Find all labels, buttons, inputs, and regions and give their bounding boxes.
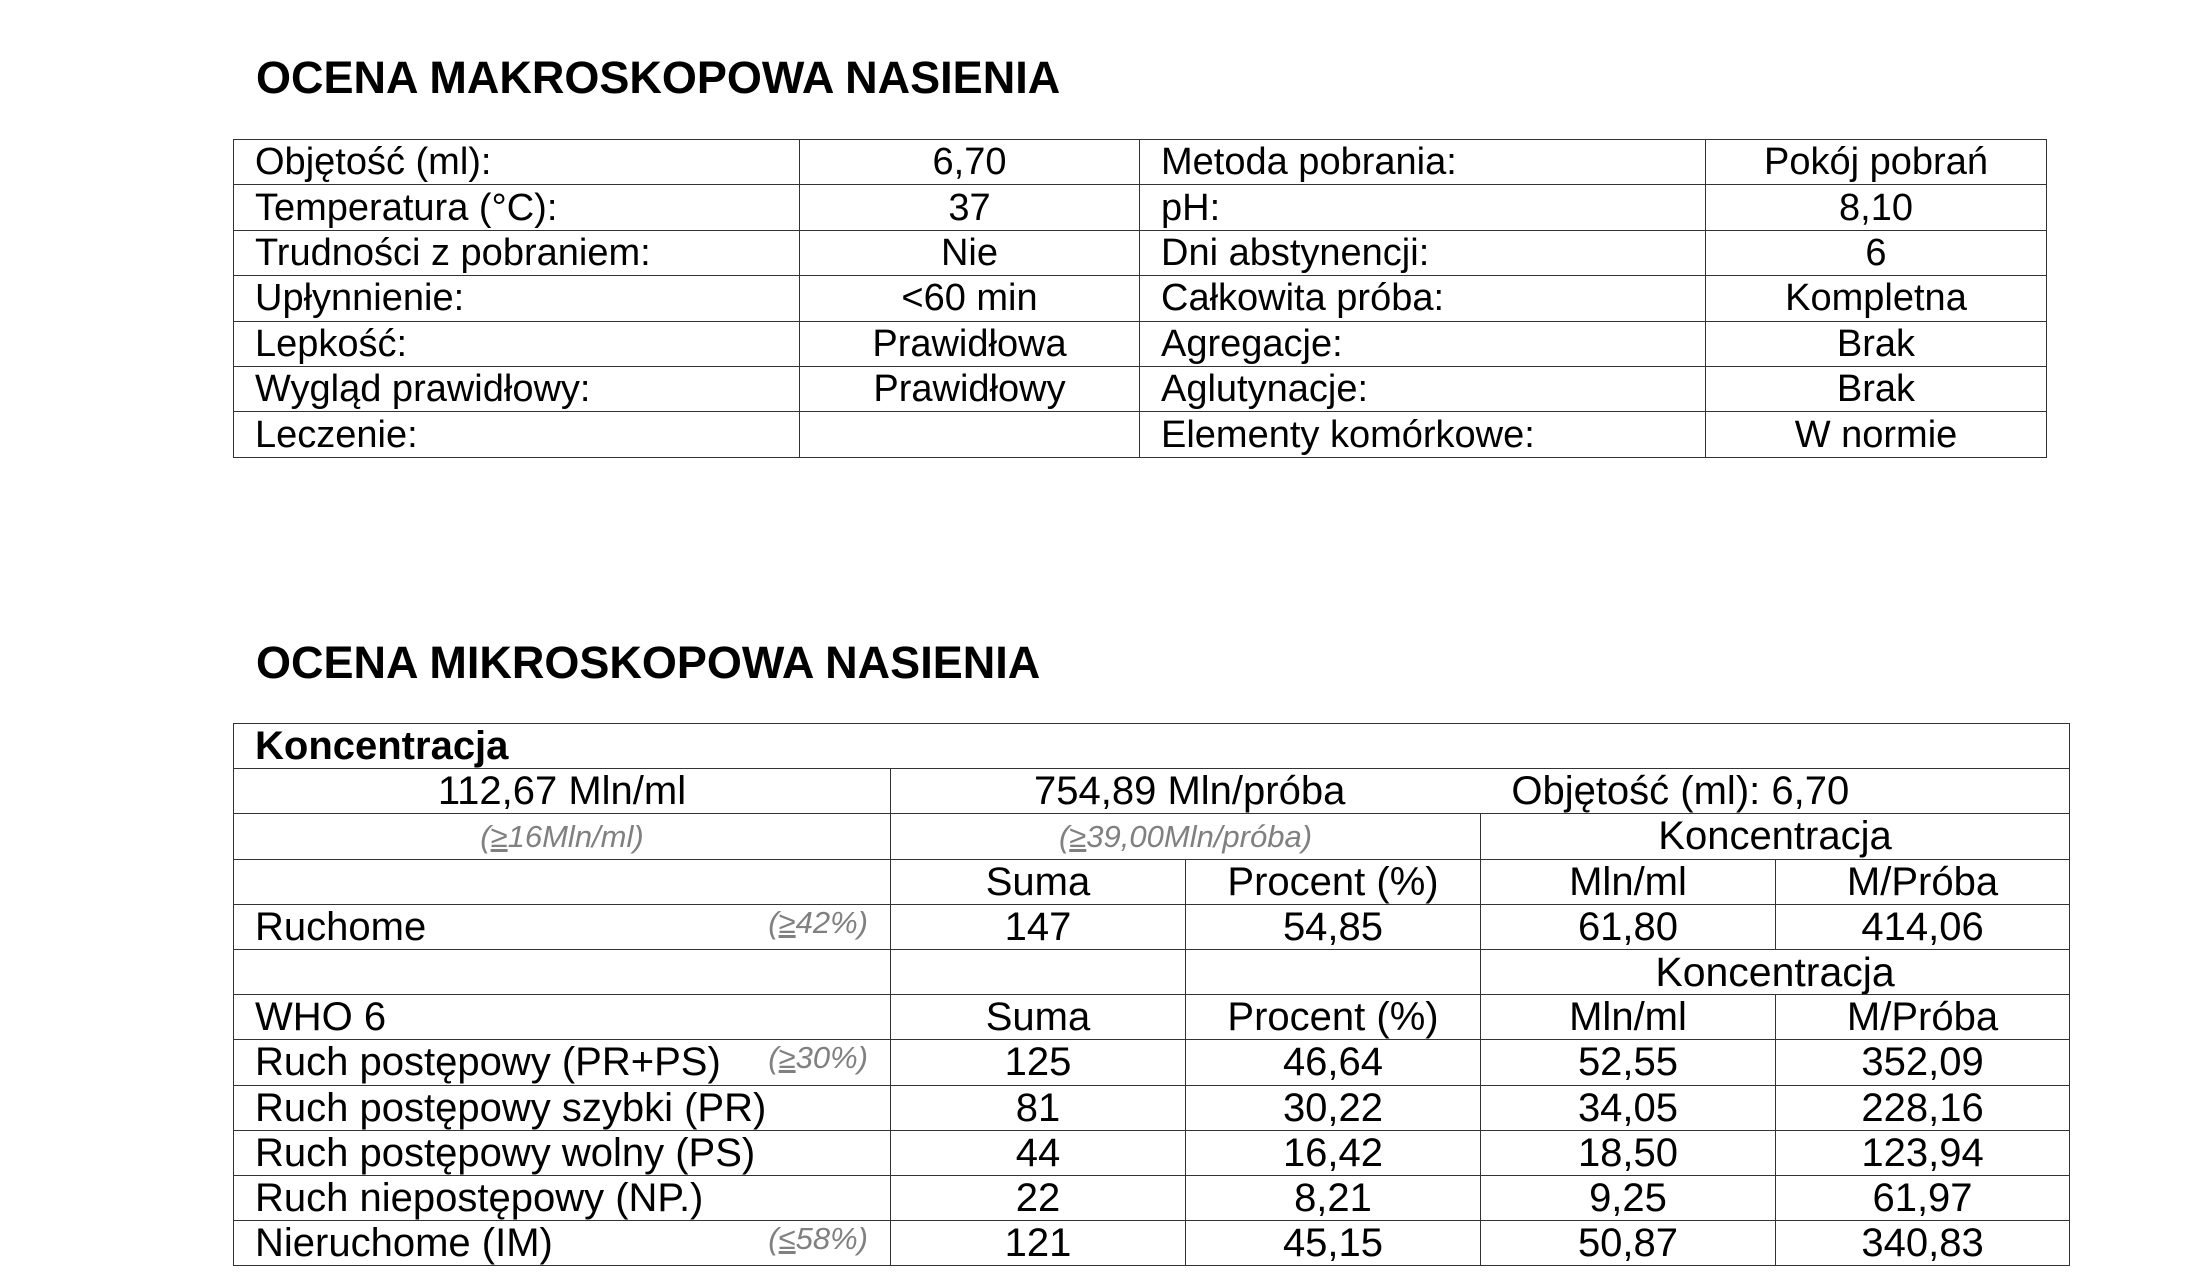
motility-sum: 81 — [891, 1085, 1186, 1130]
motility-label: Ruch postępowy wolny (PS) — [255, 1130, 756, 1175]
motility-mln-ml: 18,50 — [1481, 1130, 1776, 1175]
parameter-label: Temperatura (°C): — [234, 185, 800, 230]
motility-m-sample: 123,94 — [1776, 1130, 2070, 1175]
parameter-label: Leczenie: — [234, 412, 800, 457]
motility-percent: 8,21 — [1186, 1175, 1481, 1220]
parameter-label: pH: — [1140, 185, 1706, 230]
parameter-value: 8,10 — [1706, 185, 2047, 230]
motility-row — [234, 1221, 2070, 1266]
column-header-percent: Procent (%) — [1186, 859, 1481, 904]
parameter-value — [800, 412, 1140, 457]
empty-cell — [1186, 949, 1481, 994]
parameter-value: 37 — [800, 185, 1140, 230]
macroscopic-section-title: OCENA MAKROSKOPOWA NASIENIA — [256, 52, 1061, 103]
column-header-percent: Procent (%) — [1186, 995, 1481, 1040]
macroscopic-table — [233, 139, 2047, 458]
column-header-m-sample: M/Próba — [1776, 995, 2070, 1040]
motility-percent: 46,64 — [1186, 1040, 1481, 1085]
motility-mln-ml: 34,05 — [1481, 1085, 1776, 1130]
column-header-sum: Suma — [891, 995, 1186, 1040]
macro-table-row — [234, 276, 2047, 321]
motile-m-sample: 414,06 — [1776, 904, 2070, 949]
concentration-per-ml: 112,67 Mln/ml — [234, 769, 891, 814]
motility-reference: (≤58%) — [768, 1221, 868, 1257]
motile-label: Ruchome — [255, 904, 427, 949]
motility-label-cell — [234, 1221, 891, 1266]
parameter-label: Aglutynacje: — [1140, 366, 1706, 411]
reference-per-sample: (≥39,00Mln/próba) — [891, 814, 1481, 859]
motility-sum: 125 — [891, 1040, 1186, 1085]
reference-per-ml-value: 16Mln/ml) — [507, 818, 644, 854]
parameter-label: Metoda pobrania: — [1140, 140, 1706, 185]
motility-label: Ruch postępowy (PR+PS) — [255, 1040, 721, 1085]
concentration-header-row-2 — [234, 949, 2070, 994]
reference-per-ml-symbol: ≥ — [490, 818, 508, 854]
macro-table-row — [234, 140, 2047, 185]
motile-mln-ml: 61,80 — [1481, 904, 1776, 949]
reference-per-sample-symbol: ≥ — [1069, 818, 1087, 854]
motility-sum: 121 — [891, 1221, 1186, 1266]
reference-row — [234, 814, 2070, 859]
motility-label-cell — [234, 1175, 891, 1220]
motile-sum: 147 — [891, 904, 1186, 949]
motility-m-sample: 61,97 — [1776, 1175, 2070, 1220]
motility-label-cell — [234, 1040, 891, 1085]
motility-row — [234, 1130, 2070, 1175]
parameter-value: Kompletna — [1706, 276, 2047, 321]
parameter-value: Brak — [1706, 321, 2047, 366]
concentration-section-label: Koncentracja — [234, 724, 2070, 769]
concentration-header-2: Koncentracja — [1481, 949, 2070, 994]
parameter-value: 6,70 — [800, 140, 1140, 185]
column-header-mln-ml: Mln/ml — [1481, 995, 1776, 1040]
macro-table-row — [234, 230, 2047, 275]
concentration-per-sample: 754,89 Mln/próba — [1034, 769, 1346, 814]
motility-reference: (≥30%) — [768, 1040, 868, 1076]
parameter-value: <60 min — [800, 276, 1140, 321]
reference-per-ml: (≥16Mln/ml) — [234, 814, 891, 859]
macro-table-row — [234, 412, 2047, 457]
microscopic-table — [233, 723, 2070, 1266]
concentration-header: Koncentracja — [1481, 814, 2070, 859]
concentration-per-sample-cell — [891, 769, 2070, 814]
reference-per-sample-value: 39,00Mln/próba) — [1086, 818, 1313, 854]
parameter-label: Agregacje: — [1140, 321, 1706, 366]
empty-cell — [234, 949, 891, 994]
motility-mln-ml: 52,55 — [1481, 1040, 1776, 1085]
motility-label: Nieruchome (IM) — [255, 1221, 553, 1266]
motility-percent: 16,42 — [1186, 1130, 1481, 1175]
motility-mln-ml: 50,87 — [1481, 1221, 1776, 1266]
parameter-value: W normie — [1706, 412, 2047, 457]
column-header-sum: Suma — [891, 859, 1186, 904]
motility-label-cell — [234, 1085, 891, 1130]
parameter-label: Elementy komórkowe: — [1140, 412, 1706, 457]
sample-volume: Objętość (ml): 6,70 — [1511, 769, 1850, 814]
concentration-section-row — [234, 724, 2070, 769]
macro-table-row — [234, 185, 2047, 230]
parameter-value: Nie — [800, 230, 1140, 275]
who-header-row — [234, 995, 2070, 1040]
motility-percent: 45,15 — [1186, 1221, 1481, 1266]
parameter-label: Upłynnienie: — [234, 276, 800, 321]
motility-percent: 30,22 — [1186, 1085, 1481, 1130]
macro-table-row — [234, 366, 2047, 411]
motility-row — [234, 1040, 2070, 1085]
motile-row — [234, 904, 2070, 949]
empty-cell — [891, 949, 1186, 994]
motility-label-cell — [234, 1130, 891, 1175]
parameter-label: Trudności z pobraniem: — [234, 230, 800, 275]
motility-mln-ml: 9,25 — [1481, 1175, 1776, 1220]
motile-label-cell — [234, 904, 891, 949]
concentration-values-row — [234, 769, 2070, 814]
parameter-label: Wygląd prawidłowy: — [234, 366, 800, 411]
motility-label: Ruch niepostępowy (NP.) — [255, 1175, 704, 1220]
motile-percent: 54,85 — [1186, 904, 1481, 949]
motility-sum: 22 — [891, 1175, 1186, 1220]
parameter-label: Całkowita próba: — [1140, 276, 1706, 321]
column-header-m-sample: M/Próba — [1776, 859, 2070, 904]
motility-m-sample: 228,16 — [1776, 1085, 2070, 1130]
column-header-mln-ml: Mln/ml — [1481, 859, 1776, 904]
parameter-value: Prawidłowy — [800, 366, 1140, 411]
motility-label: Ruch postępowy szybki (PR) — [255, 1085, 767, 1130]
parameter-value: 6 — [1706, 230, 2047, 275]
motility-m-sample: 340,83 — [1776, 1221, 2070, 1266]
microscopic-section-title: OCENA MIKROSKOPOWA NASIENIA — [256, 637, 1041, 688]
parameter-value: Prawidłowa — [800, 321, 1140, 366]
parameter-value: Pokój pobrań — [1706, 140, 2047, 185]
motility-row — [234, 1085, 2070, 1130]
who-label: WHO 6 — [234, 995, 891, 1040]
motile-reference: (≥42%) — [768, 904, 868, 940]
motility-sum: 44 — [891, 1130, 1186, 1175]
column-header-row — [234, 859, 2070, 904]
motility-m-sample: 352,09 — [1776, 1040, 2070, 1085]
parameter-label: Objętość (ml): — [234, 140, 800, 185]
parameter-label: Lepkość: — [234, 321, 800, 366]
parameter-value: Brak — [1706, 366, 2047, 411]
macro-table-row — [234, 321, 2047, 366]
empty-header-cell — [234, 859, 891, 904]
motility-row — [234, 1175, 2070, 1220]
parameter-label: Dni abstynencji: — [1140, 230, 1706, 275]
